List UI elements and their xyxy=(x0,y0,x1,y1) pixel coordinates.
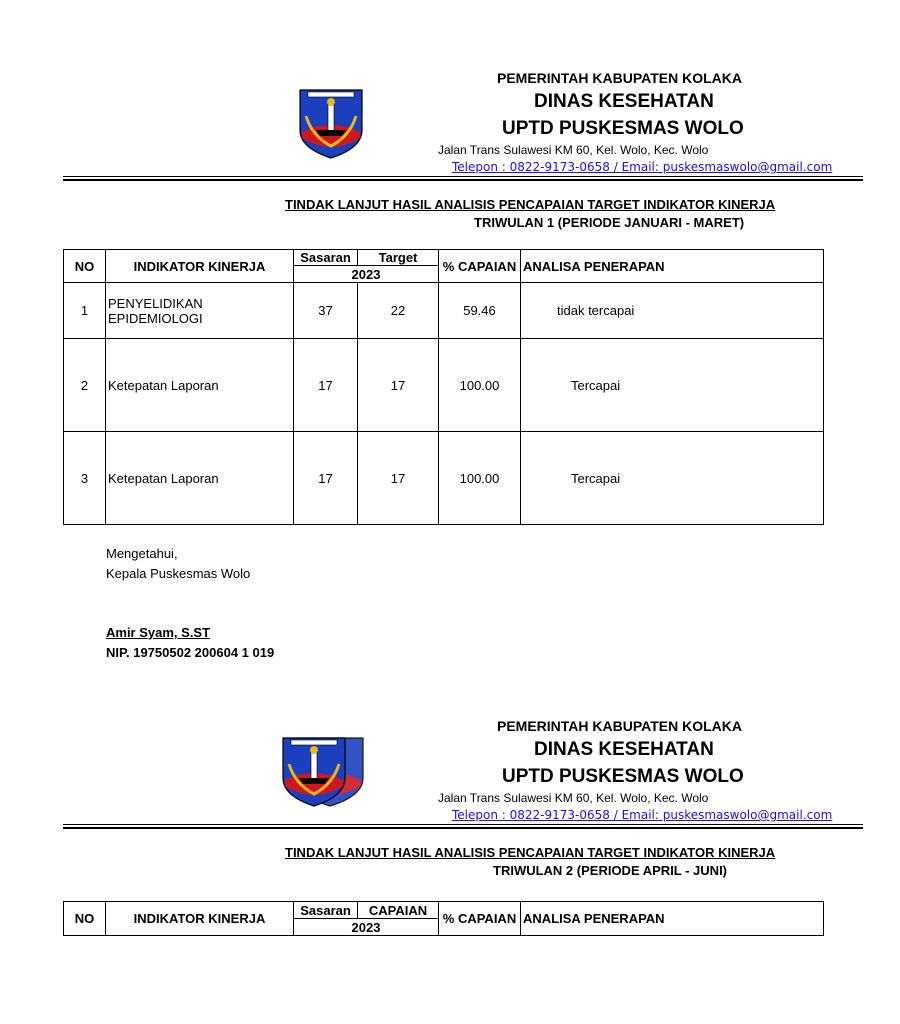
report-title-2: TINDAK LANJUT HASIL ANALISIS PENCAPAIAN TARGET INDIKATOR KINERJA xyxy=(285,845,776,860)
th-capaian: % CAPAIAN xyxy=(439,902,521,936)
th-sasaran: Sasaran xyxy=(294,250,358,266)
report-period-2: TRIWULAN 2 (PERIODE APRIL - JUNI) xyxy=(493,863,728,878)
table-row xyxy=(64,339,824,432)
th-no: NO xyxy=(64,902,106,936)
cell-indicator: Ketepatan Laporan xyxy=(106,432,294,525)
cell-no: 3 xyxy=(64,432,106,525)
cell-indicator: Ketepatan Laporan xyxy=(106,339,294,432)
th-indicator: INDIKATOR KINERJA xyxy=(106,902,294,936)
header-address: Jalan Trans Sulawesi KM 60, Kel. Wolo, Kec. Wolo xyxy=(438,791,709,805)
th-capaian: % CAPAIAN xyxy=(439,250,521,283)
header-divider-thin xyxy=(63,824,863,825)
header-contact-link[interactable]: Telepon : 0822-9173-0658 / Email: puskesmaswolo@gmail.com xyxy=(452,160,833,174)
header-address: Jalan Trans Sulawesi KM 60, Kel. Wolo, Kec. Wolo xyxy=(438,143,709,157)
cell-target: 22 xyxy=(358,283,439,339)
regency-emblem-icon xyxy=(279,734,367,808)
cell-analisa: Tercapai xyxy=(521,432,824,525)
cell-capaian: 59.46 xyxy=(439,283,521,339)
header-unit: UPTD PUSKESMAS WOLO xyxy=(502,118,744,139)
cell-target: 17 xyxy=(358,432,439,525)
table-row xyxy=(64,283,824,339)
header-divider-thick xyxy=(63,179,863,181)
header-divider-thick xyxy=(63,827,863,829)
th-no: NO xyxy=(64,250,106,283)
header-government: PEMERINTAH KABUPATEN KOLAKA xyxy=(497,718,742,734)
cell-sasaran: 37 xyxy=(294,283,358,339)
header-agency: DINAS KESEHATAN xyxy=(534,739,714,760)
cell-sasaran: 17 xyxy=(294,432,358,525)
th-analisa: ANALISA PENERAPAN xyxy=(521,902,824,936)
th-target: Target xyxy=(358,250,439,266)
cell-no: 2 xyxy=(64,339,106,432)
cell-indicator xyxy=(106,283,294,339)
th-indicator: INDIKATOR KINERJA xyxy=(106,250,294,283)
cell-indicator-line: PENYELIDIKAN xyxy=(108,295,203,311)
header-contact-link[interactable]: Telepon : 0822-9173-0658 / Email: puskesmaswolo@gmail.com xyxy=(452,808,833,822)
signatory-name: Amir Syam, S.ST xyxy=(106,625,211,640)
report-period-1: TRIWULAN 1 (PERIODE JANUARI - MARET) xyxy=(474,215,745,230)
cell-analisa: tidak tercapai xyxy=(521,283,824,339)
acknowledged-label: Mengetahui, xyxy=(106,546,178,561)
cell-analisa: Tercapai xyxy=(521,339,824,432)
header-government: PEMERINTAH KABUPATEN KOLAKA xyxy=(497,70,742,86)
report-title-1: TINDAK LANJUT HASIL ANALISIS PENCAPAIAN TARGET INDIKATOR KINERJA xyxy=(285,197,776,212)
th-sasaran: Sasaran xyxy=(294,902,358,919)
th-analisa: ANALISA PENERAPAN xyxy=(521,250,824,283)
signatory-nip: NIP. 19750502 200604 1 019 xyxy=(106,645,275,660)
header-unit: UPTD PUSKESMAS WOLO xyxy=(502,766,744,787)
header-agency: DINAS KESEHATAN xyxy=(534,91,714,112)
regency-emblem-icon xyxy=(296,86,366,160)
th-year: 2023 xyxy=(294,919,439,936)
cell-no: 1 xyxy=(64,283,106,339)
th-target: CAPAIAN xyxy=(358,902,439,919)
cell-sasaran: 17 xyxy=(294,339,358,432)
indicator-table-1 xyxy=(63,249,824,525)
cell-target: 17 xyxy=(358,339,439,432)
signatory-position: Kepala Puskesmas Wolo xyxy=(106,566,251,581)
cell-capaian: 100.00 xyxy=(439,432,521,525)
cell-capaian: 100.00 xyxy=(439,339,521,432)
table-row xyxy=(64,432,824,525)
th-year: 2023 xyxy=(294,266,439,283)
indicator-table-2 xyxy=(63,901,824,936)
header-divider-thin xyxy=(63,176,863,177)
cell-indicator-line: EPIDEMIOLOGI xyxy=(108,310,203,326)
